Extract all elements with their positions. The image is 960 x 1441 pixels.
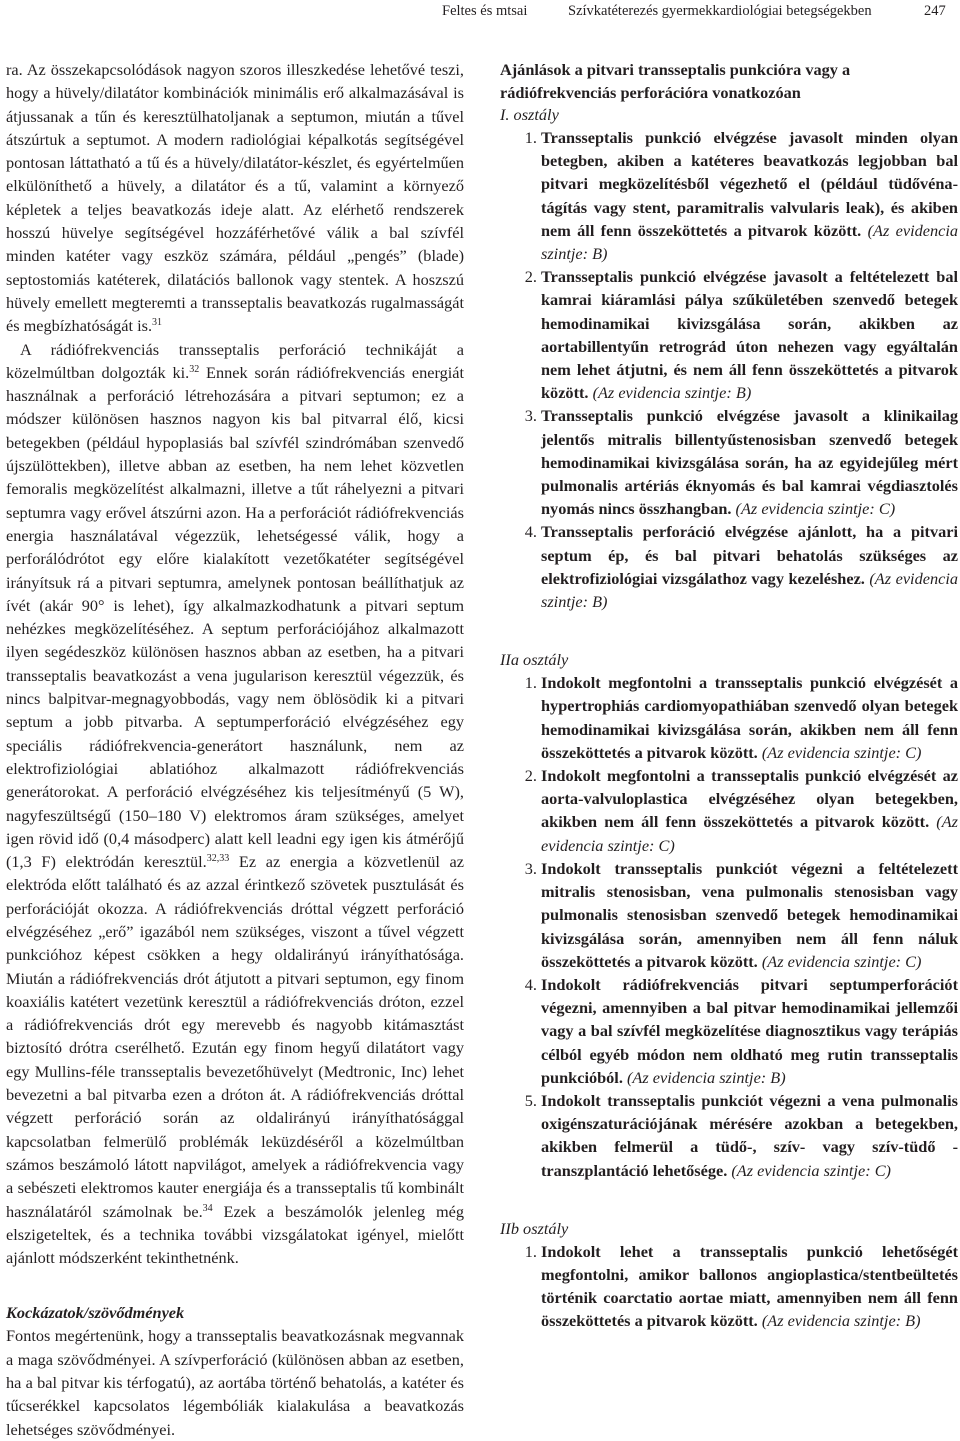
item-text-wrap (541, 1089, 958, 1182)
class-iib-list (500, 1240, 958, 1333)
running-header (0, 0, 960, 22)
recommendation-item (500, 404, 958, 520)
evidence-level: (Az evidencia szintje: C) (541, 812, 958, 855)
recommendation-text: Transseptalis punkció elvégzése javasolt a klinikailag jelentős mitralis billentyűstenosisban szenvedő betegek hemodinamikai kivizsgálása során, ha az egyidejűleg mért pulmonalis artériás éknyomás és bal kamrai végdiasztolés nyomás nincs összhangban. (541, 406, 958, 519)
header-journal-title: Szívkatéterezés gyermekkardiológiai betegségekben (568, 3, 872, 19)
item-number: 5. (524, 1090, 537, 1110)
recommendation-text: Transseptalis perforáció elvégzése ajánlott, ha a pitvari septum ép, és bal pitvari behatolás szükséges az elektrofiziológiai vizsgálathoz vagy kezeléshez. (541, 522, 958, 588)
item-text-wrap (541, 126, 958, 265)
item-number: 1. (524, 128, 537, 147)
item-number: 1. (524, 673, 537, 693)
item-text-wrap (541, 973, 958, 1089)
recommendation-item (500, 265, 958, 404)
item-number: 4. (524, 974, 537, 994)
reference-marker: 34 (202, 1202, 213, 1214)
reference-marker: 32 (189, 363, 200, 375)
item-text-wrap (541, 520, 958, 613)
header-authors: Feltes és mtsai (442, 3, 528, 19)
evidence-level: (Az evidencia szintje: C) (735, 499, 896, 519)
recommendation-item (500, 1240, 958, 1333)
evidence-level: (Az evidencia szintje: C) (731, 1160, 891, 1180)
class-iib-title: IIb osztály (500, 1218, 569, 1238)
class-iia-title: IIa osztály (500, 650, 569, 670)
paragraph-text: Ezek a beszámolók jelenleg még elszigeteltek, és a technika további vizsgálatokat igényel, mielőtt ajánlott módszerként tekinthetnénk. (6, 1201, 464, 1268)
evidence-level: (Az evidencia szintje: B) (541, 220, 958, 264)
paragraph-complications: Fontos megértenünk, hogy a transseptalis beavatkozásnak megvannak a maga szövődményei. A szívperforáció (különösen abban az esetben, ha a bal pitvar kis térfogatú), az aortába történő behatolás, a katéter és tűcserékkel kapcsolatos légembóliák kialakulása a beavatkozás lehetséges szövődményei. (6, 1326, 464, 1439)
item-text-wrap (541, 764, 958, 857)
recommendation-text: Indokolt megfontolni a transseptalis punkció elvégzését a hypertrophiás cardiomyopathiában szenvedő olyan betegek hemodinamikai kivizsgálása során, akikben nem áll fenn összeköttetés a pitvarok között. (541, 673, 958, 762)
item-number: 3. (524, 406, 537, 426)
evidence-level: (Az evidencia szintje: B) (541, 568, 958, 612)
recommendation-text: Transseptalis punkció elvégzése javasolt a feltételezett bal kamrai kiáramlási pálya szűkületében szenvedő betegek hemodinamikai kivizsgálása során, akikben az aortabillentyűn retrográd úton nehezen vagy egyáltalán nem lehet átjutni, és nem áll fenn összeköttetés a pitvarok között. (541, 267, 958, 403)
item-number: 2. (524, 766, 537, 786)
recommendation-item (500, 764, 958, 857)
recommendation-item (500, 520, 958, 613)
recommendation-text: Indokolt rádiófrekvenciás pitvari septumperforációt végezni, amennyiben a bal pitvar hemodinamikai jellemzői vagy a bal szívfél megközelítése diagnosztikus vagy terápiás célból egyéb módon nem oldható meg rutin transseptalis punkcióból. (541, 974, 958, 1087)
recommendation-item (500, 973, 958, 1089)
paragraph-text: ra. Az összekapcsolódások nagyon szoros illeszkedése lehetővé teszi, hogy a hüvely/dilatátor kombinációk minimális erő alkalmazásával is átjussanak a tűn és keresztülhatoljanak a septumon, miután a tűvel átszúrtuk a septumot. A modern radiológiai képalkotás segítségével pontosan láttatható a tű és a hüvely/dilatátor-készlet, és egyértelműen elkülöníthető a hüvely, a dilatátor és a tű, valamint a környező képletek a teljes beavatkozás ideje alatt. Az elérhető rendszerek hosszú hüvelye segítségével hozzáférhetővé válik a bal szívfél minden katéter vagy eszköz számára, például „pengés” (blade) septostomiás katéterek, dilatációs ballonok vagy stentek. A hoszszú hüvely emellett megteremti a transseptalis beavatkozás rugalmasságát és megbízhatóságát is. (6, 60, 464, 336)
right-column (500, 58, 958, 1333)
paragraph-text: Ennek során rádiófrekvenciás energiát használnak a perforáció létrehozására a pitvari septumon; ez a módszer különösen hasznos nagyon kis bal pitvarral élő, kicsi betegekben (például hypoplasiás bal szívfél szindrómában szenvedő újszülöttekben), illetve abban az esetben, ha nem lehet közvetlen femoralis megközelítést alkalmazni, illetve a tűt ráhelyezni a pitvari septumra vagy erővel átszúrni azon. Ha a perforációt rádiófrekvenciás energia használatával végezzük, lehetségessé válik, hogy a perforálódrótot egy előre kialakított vezetőkatéter segítségével irányítsuk rá a pitvari septumra, amelynek pontosan beállíthatjuk az ívét (akár 90° is lehet), így alkalmazkodhatunk a pitvari septum nehézkes megközelítéséhez. A septum perforációjához alkalmazott ilyen segédeszköz különösen hasznos abban az esetben, ha a pitvari transseptalis beavatkozást a vena jugularison keresztül végezzük, és nincs balpitvar-megnagyobbodás, vagy nem öblösödik ki a pitvari septum a jobb pitvarba. A septumperforáció elvégzéséhez egy speciális rádiófrekvencia-generátort használunk, nem az elektrofiziológiai ablatióhoz alkalmazott rádiófrekvenciás generátorokat. A perforáció elvégzéséhez kis teljesítményű (5 W), nagyfeszültségű (150–180 V) elektromos áram szükséges, amelyet igen rövid idő (0,4 másodperc) alatt kell leadni egy igen kis átmérőjű (1,3 F) elektródán keresztül. (6, 362, 464, 872)
page-number: 247 (924, 3, 946, 19)
item-text-wrap (541, 265, 958, 404)
paragraph-sheath-technique (6, 58, 464, 338)
left-column (6, 58, 464, 1441)
evidence-level: (Az evidencia szintje: B) (626, 1067, 786, 1087)
recommendation-text: Indokolt transseptalis punkciót végezni a feltételezett mitralis stenosisban, vena pulmonalis stenosisban vagy pulmonalis stenosisban szenvedő betegek hemodinamikai kivizsgálása során, amennyiben nem áll fenn náluk összeköttetés a pitvarok között. (541, 858, 958, 971)
section-heading-complications: Kockázatok/szövődmények (6, 1303, 185, 1323)
item-number: 4. (524, 522, 537, 542)
paragraph-text: A rádiófrekvenciás transseptalis perforáció technikáját a közelmúltban dolgozták ki. (6, 339, 464, 382)
evidence-level: (Az evidencia szintje: B) (761, 1311, 921, 1331)
recommendation-item (500, 1089, 958, 1182)
item-text-wrap (541, 671, 958, 764)
evidence-level: (Az evidencia szintje: C) (761, 951, 922, 971)
recommendation-text: Indokolt transseptalis punkciót végezni a vena pulmonalis oxigénszaturációjának mérésére azokban a betegekben, akikben felmerül a tüdő-, szív- vagy szív-tüdő -transzplantáció lehetősége. (541, 1090, 958, 1180)
reference-marker: 31 (152, 317, 163, 329)
item-text-wrap (541, 1240, 958, 1333)
recommendation-text: Transseptalis punkció elvégzése javasolt minden olyan betegben, akiben a katéteres beavatkozás legjobban bal pitvari megközelítésből végezhető el (például tüdővéna-tágítás vagy stent, paramitralis valvularis leak), és akiben nem áll fenn összeköttetés a pitvarok között. (541, 128, 958, 240)
recommendation-item (500, 671, 958, 764)
class-i-list (500, 126, 958, 613)
item-number: 3. (524, 858, 537, 878)
recommendation-text: Indokolt megfontolni a transseptalis punkció elvégzését az aorta-valvuloplastica elvégzéséhez olyan betegekben, akikben nem áll fenn összeköttetés a pitvarok között. (541, 766, 958, 832)
item-text-wrap (541, 404, 958, 520)
paragraph-text: Ez az energia a közvetlenül az elektróda előtt található és az azzal érintkező szövetek pusztulását és perforációját okozza. A rádiófrekvenciás dróttal végzett perforáció elvégzéséhez „erő” igazából nem szükséges, viszont a tűvel végzett punkcióhoz képest csökken a hegy oldalirányú irányíthatósága. Miután a rádiófrekvenciás drót átjutott a pitvari septumon, egy finom koaxiális katétert vezetünk keresztül a rádiófrekvenciás dróton, ezzel a rádiófrekvenciás drót egy merevebb és nagyobb kitámasztást biztosító drótra cserélhető. Ezután egy finom hegyű dilatátort vagy egy Mullins-féle transseptalis bevezetőhüvelyt (Medtronic, Inc) lehet bevezetni a bal pitvarba ezen a dróton át. A rádiófrekvenciás dróttal végzett perforáció során az oldalirányú irányíthatósággal kapcsolatban felmerülő problémák leküzdéséről a közelmúltban számos beszámoló látott napvilágot, amelyek a rádiófrekvencia vagy a sebészeti elektromos kauter energiája és a transseptalis tű kombinált használatáról számolnak be. (6, 852, 464, 1221)
class-i-title: I. osztály (500, 105, 559, 124)
reference-marker: 32,33 (206, 853, 230, 865)
item-number: 1. (524, 1241, 537, 1261)
recommendation-text: Indokolt lehet a transseptalis punkció lehetőségét megfontolni, amikor ballonos angioplastica/stentbeültetés történik coarctatio aortae miatt, amennyiben nem áll fenn összeköttetés a pitvarok között. (541, 1241, 958, 1331)
item-text-wrap (541, 857, 958, 973)
recommendation-item (500, 857, 958, 973)
evidence-level: (Az evidencia szintje: B) (592, 383, 752, 403)
item-number: 2. (524, 267, 537, 287)
recommendation-item (500, 126, 958, 265)
class-iia-list (500, 671, 958, 1181)
recommendations-heading: Ajánlások a pitvari transseptalis punkcióra vagy a rádiófrekvenciás perforációra vonatkozóan (500, 60, 851, 102)
evidence-level: (Az evidencia szintje: C) (761, 742, 922, 762)
paragraph-radiofrequency (6, 338, 464, 1270)
